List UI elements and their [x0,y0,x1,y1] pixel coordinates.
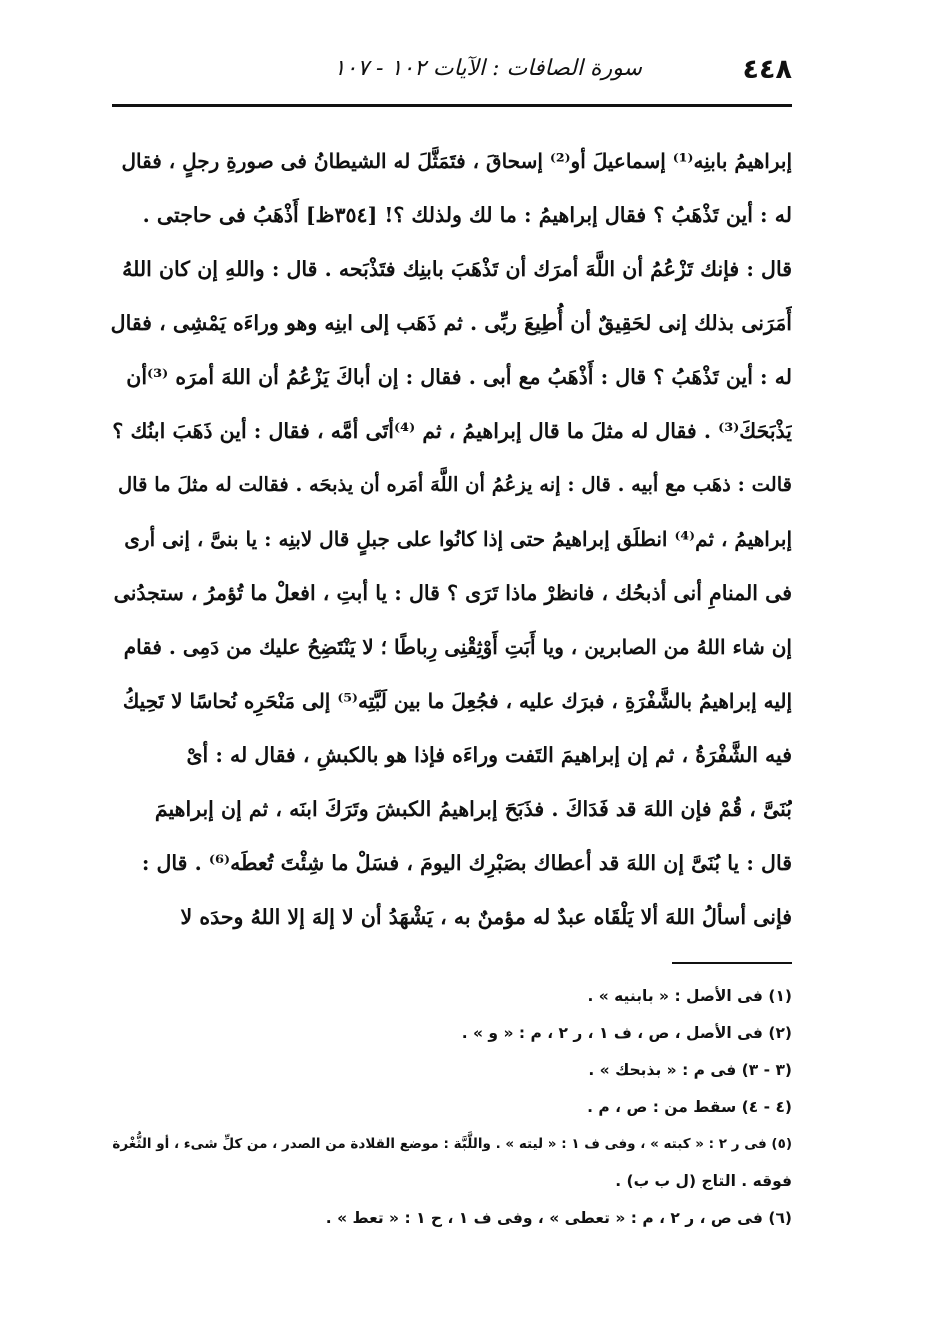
page-header [110,50,792,96]
text-line: قالت : ذهَب مع أبيه . قال : إنه يزعُمُ أن اللَّهَ أمَره أن يذبحَه . فقالت له مثلَ ما قال [118,473,792,496]
text-line: قال : يا بُنَىَّ إن اللهَ قد أعطاك بصَبْرِك اليومَ ، فسَلْ ما شِئْتَ تُعطَه⁽⁶⁾ . قال : [141,851,792,875]
running-title: سورة الصافات : الآيات ١٠٢ - ١٠٧ [333,56,642,81]
text-line: إليه إبراهيمُ بالشَّفْرَةِ ، فبرَك عليه ، فجُعِلَ ما بين لَبَّتِه⁽⁵⁾ إلى مَنْحَرِه نُحاسًا لا تَحِيكُ [122,689,792,713]
text-line: فى المنامِ أنى أذبحُك ، فانظرْ ماذا تَرَى ؟ قال : يا أبتِ ، افعلْ ما تُؤمرُ ، ستجدُنى [113,581,792,605]
footnote: (٦) فى ص ، ر ٢ ، م : « تعطى » ، وفى ف ١ ، ح ١ : « تعط » . [325,1209,792,1227]
text-line: إبراهيمُ ، ثم⁽⁴⁾ انطلَق إبراهيمُ حتى إذا كانُوا على جبلٍ قال لابنِه : يا بنىَّ ، إنى أرى [124,527,792,551]
text-line: فيه الشَّفْرَةُ ، ثم إن إبراهيمَ التَفت وراءَه فإذا هو بالكبشِ ، فقال له : أىْ [186,743,792,767]
text-line: إن شاء اللهُ من الصابرين ، ويا أَبَتِ أَوْثِقْنِى رِباطًا ؛ لا يَنْتَضِحُ عليك من دَمِى . فقام [123,635,792,659]
footnote: (١) فى الأصل : « بابنيه » . [587,987,792,1005]
footnote: (٢) فى الأصل ، ص ، ف ١ ، ر ٢ ، م : « و » . [461,1024,792,1042]
header-rule [112,104,792,107]
text-line: إبراهيمُ بابنِه⁽¹⁾ إسماعيلَ أو⁽²⁾ إسحاقَ ، فتَمَثَّلَ له الشيطانُ فى صورةِ رجلٍ ، فقال [121,149,792,173]
footnote: (٣ - ٣) فى م : « بذبحك » . [588,1061,792,1079]
main-text [110,134,792,944]
footnotes [110,978,792,1237]
footnote: (٥) فى ر ٢ : « كبته » ، وفى ف ١ : « ليته » . واللَّبَّة : موضع القلادة من الصدر ، من كلِّ شىء ، أو الثُّغْرة [112,1136,792,1152]
text-line: أَمَرَنى بذلك إنى لحَقِيقٌ أن أُطِيعَ ربِّى . ثم ذَهَب إلى ابنِه وهو وراءَه يَمْشِى ، فقال [110,311,792,335]
text-line: قال : فإنك تَزْعُمُ أن اللَّهَ أمرَك أن تَذْهَبَ بابنِك فتَذْبَحه . قال : واللهِ إن كان اللهُ [122,257,792,281]
footnote: (٤ - ٤) سقط من : ص ، م . [587,1098,792,1116]
text-line: له : أين تَذْهَبُ ؟ قال : أَذْهَبُ مع أبى . فقال : إن أباكَ يَزْعُمُ أن اللهَ أمرَه ⁽³⁾أن [126,365,792,389]
text-line: له : أين تَذْهَبُ ؟ فقال إبراهيمُ : ما لك ولذلك ؟! [٣٥٤ظ] أَذْهَبُ فى حاجتى . [142,203,792,227]
text-line: يَذْبَحَكَ⁽³⁾ . فقال له مثلَ ما قال إبراهيمُ ، ثم ⁽⁴⁾أتَى أمَّه ، فقال : أين ذَهَبَ ابنُك ؟ [112,419,792,443]
footnote-continuation: فوقه . التاج (ل ب ب) . [615,1172,792,1190]
text-line: فإنى أسألُ اللهَ ألا يَلْقَاه عبدٌ له مؤمنٌ به ، يَشْهَدُ أن لا إلهَ إلا اللهُ وحدَه لا [180,905,792,929]
footnote-rule [672,962,792,964]
text-line: بُنَىَّ ، قُمْ فإن اللهَ قد فَدَاكَ . فذَبَحَ إبراهيمُ الكبشَ وتَرَكَ ابنَه ، ثم إن إبراهيمَ [154,797,792,821]
page-number: ٤٤٨ [742,54,792,85]
